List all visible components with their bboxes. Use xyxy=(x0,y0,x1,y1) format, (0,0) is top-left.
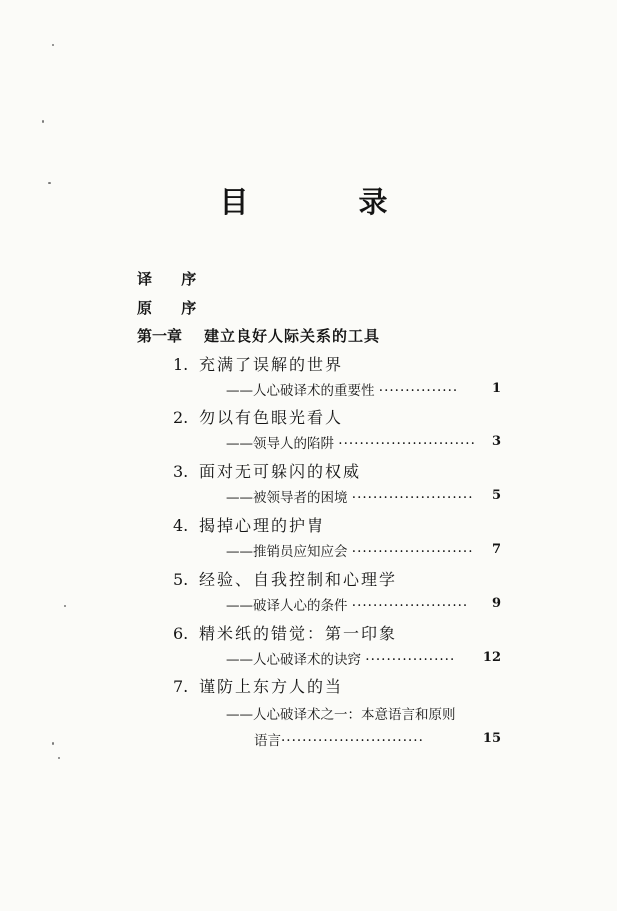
section-title: 面对无可躲闪的权威 xyxy=(199,462,362,481)
toc-section xyxy=(173,405,343,428)
toc-section xyxy=(173,459,361,482)
toc-subtitle xyxy=(226,540,474,560)
preface-original: 原 序 xyxy=(137,299,209,317)
page-number: 1 xyxy=(491,381,501,396)
scan-speck xyxy=(64,605,66,607)
chapter-label: 第一章 xyxy=(137,327,183,345)
subtitle-text: ——人心破译术的诀窍 xyxy=(226,652,361,668)
page-title: 目 录 xyxy=(219,185,438,219)
section-title: 勿以有色眼光看人 xyxy=(199,408,344,427)
chapter-title: 建立良好人际关系的工具 xyxy=(204,327,381,345)
page-number: 7 xyxy=(491,542,501,557)
toc-section xyxy=(173,513,325,536)
section-number: 4. xyxy=(173,516,189,535)
page-number: 5 xyxy=(491,488,501,503)
toc-subtitle xyxy=(226,594,468,614)
toc-subtitle xyxy=(226,379,458,399)
toc-subtitle-continued xyxy=(254,729,424,749)
leader-dots: ·························· xyxy=(338,436,476,452)
toc-subtitle xyxy=(226,648,455,668)
section-title: 充满了误解的世界 xyxy=(199,355,344,374)
subtitle-text: ——人心破译术之一：本意语言和原则 xyxy=(226,707,456,723)
section-title: 谨防上东方人的当 xyxy=(199,677,344,696)
toc-subtitle xyxy=(226,486,474,506)
section-number: 6. xyxy=(173,624,189,643)
scan-speck xyxy=(52,44,54,46)
toc-section xyxy=(173,621,397,644)
subtitle-continued-text: 语言 xyxy=(254,733,281,749)
toc-section xyxy=(173,352,343,375)
toc-subtitle xyxy=(226,432,476,452)
leader-dots: ··························· xyxy=(281,733,424,749)
page-number: 3 xyxy=(491,434,501,449)
page-number: 15 xyxy=(482,731,501,746)
scan-speck xyxy=(48,182,51,184)
scan-speck xyxy=(58,757,60,759)
subtitle-text: ——领导人的陷阱 xyxy=(226,436,334,452)
leader-dots: ······················· xyxy=(351,544,474,560)
section-title: 经验、自我控制和心理学 xyxy=(199,570,398,589)
leader-dots: ··············· xyxy=(378,383,459,399)
scan-speck xyxy=(52,742,54,745)
page-number: 9 xyxy=(491,596,501,611)
subtitle-text: ——推销员应知应会 xyxy=(226,544,348,560)
subtitle-text: ——破译人心的条件 xyxy=(226,598,348,614)
leader-dots: ················· xyxy=(365,652,456,668)
section-number: 5. xyxy=(173,570,189,589)
section-number: 3. xyxy=(173,462,189,481)
leader-dots: ······················· xyxy=(351,490,474,506)
leader-dots: ······················ xyxy=(351,598,469,614)
page-number: 12 xyxy=(482,650,501,665)
chapter-heading xyxy=(137,325,380,346)
subtitle-text: ——人心破译术的重要性 xyxy=(226,383,375,399)
toc-subtitle xyxy=(226,703,456,723)
section-title: 揭掉心理的护胄 xyxy=(199,516,326,535)
section-title: 精米纸的错觉：第一印象 xyxy=(199,624,398,643)
section-number: 1. xyxy=(173,355,189,374)
section-number: 2. xyxy=(173,408,189,427)
subtitle-text: ——被领导者的困境 xyxy=(226,490,348,506)
section-number: 7. xyxy=(173,677,189,696)
toc-section xyxy=(173,674,343,697)
scan-speck xyxy=(42,120,44,123)
toc-section xyxy=(173,567,397,590)
preface-translator: 译 序 xyxy=(137,270,209,288)
